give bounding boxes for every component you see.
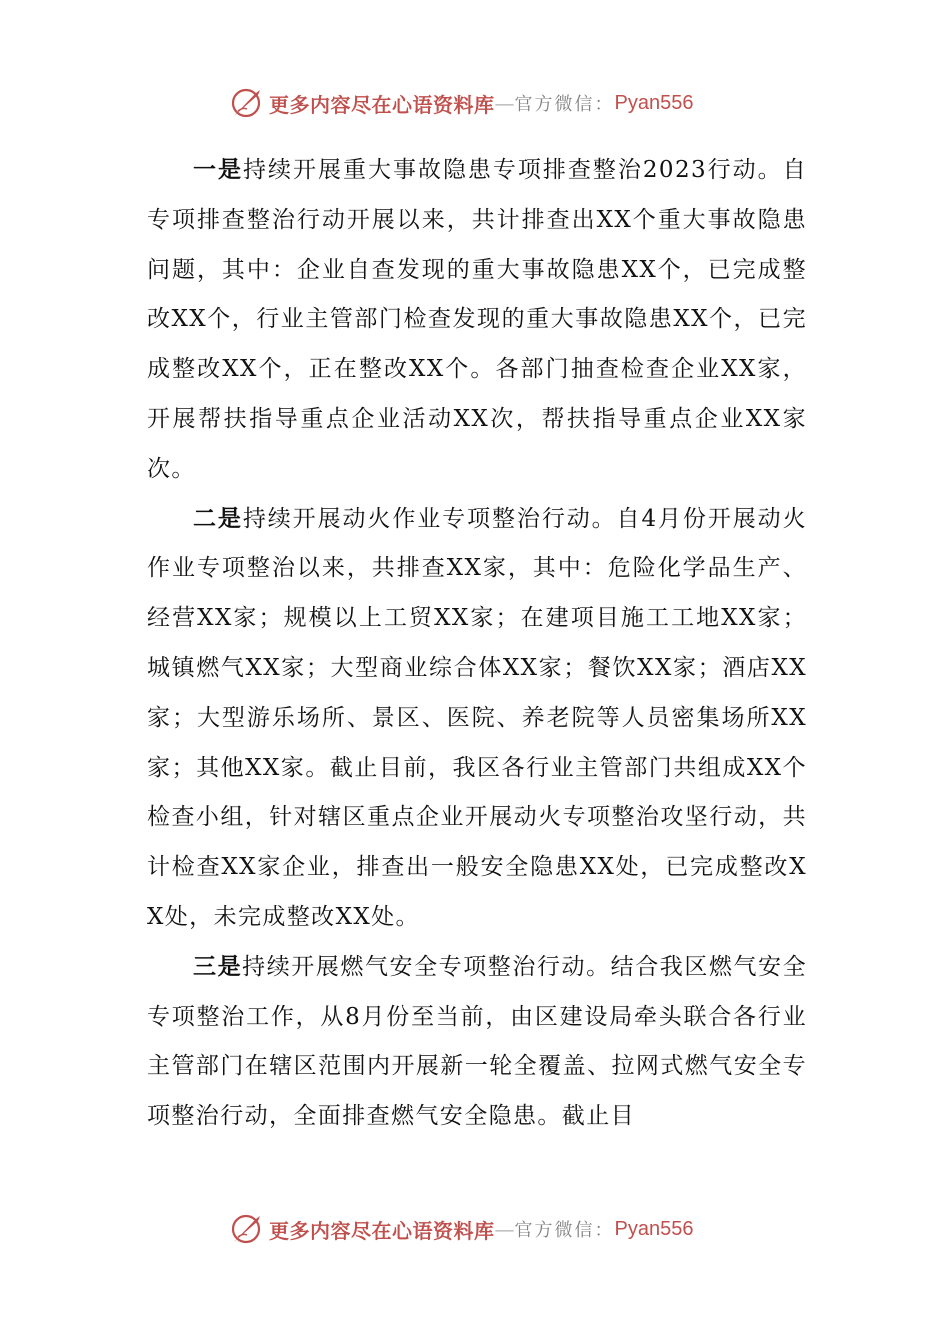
- header-watermark: [229, 84, 693, 122]
- paragraph-3: [147, 943, 807, 1142]
- paragraph-3-lead: 三是: [193, 953, 243, 980]
- header-brand: 更多内容尽在心语资料库: [269, 92, 495, 117]
- paragraph-1-text: 持续开展重大事故隐患专项排查整治2023行动。自专项排查整治行动开展以来，共计排查出XX个重大事故隐患问题，其中：企业自查发现的重大事故隐患XX个，已完成整改XX个，行业主管部门检查发现的重大事故隐患XX个，已完成整改XX个，正在整改XX个。各部门抽查检查企业XX家，开展帮扶指导重点企业活动XX次，帮扶指导重点企业XX家次。: [147, 157, 807, 482]
- footer-account: Pyan556: [614, 1217, 694, 1240]
- paragraph-1: [147, 146, 807, 495]
- footer-separator: —: [494, 1217, 515, 1241]
- header-account: Pyan556: [614, 91, 694, 114]
- paragraph-2-lead: 二是: [193, 505, 243, 532]
- paragraph-3-text: 持续开展燃气安全专项整治行动。结合我区燃气安全专项整治工作，从8月份至当前，由区建设局牵头联合各行业主管部门在辖区范围内开展新一轮全覆盖、拉网式燃气安全专项整治行动，全面排查燃气安全隐患。截止目: [147, 953, 807, 1130]
- body-text: [147, 146, 807, 1142]
- quill-logo-icon: [229, 1211, 265, 1247]
- header-separator: —: [494, 91, 515, 115]
- header-label: 官方微信：: [514, 94, 615, 115]
- footer-watermark: [229, 1210, 693, 1248]
- footer-label: 官方微信：: [514, 1220, 615, 1241]
- paragraph-2: [147, 495, 807, 943]
- footer-brand: 更多内容尽在心语资料库: [269, 1218, 495, 1243]
- quill-logo-icon: [229, 85, 265, 121]
- paragraph-2-text: 持续开展动火作业专项整治行动。自4月份开展动火作业专项整治以来，共排查XX家，其中：危险化学品生产、经营XX家；规模以上工贸XX家；在建项目施工工地XX家；城镇燃气XX家；大型商业综合体XX家；餐饮XX家；酒店XX家；大型游乐场所、景区、医院、养老院等人员密集场所XX家；其他XX家。截止目前，我区各行业主管部门共组成XX个检查小组，针对辖区重点企业开展动火专项整治攻坚行动，共计检查XX家企业，排查出一般安全隐患XX处，已完成整改XX处，未完成整改XX处。: [147, 505, 807, 930]
- paragraph-1-lead: 一是: [193, 157, 243, 183]
